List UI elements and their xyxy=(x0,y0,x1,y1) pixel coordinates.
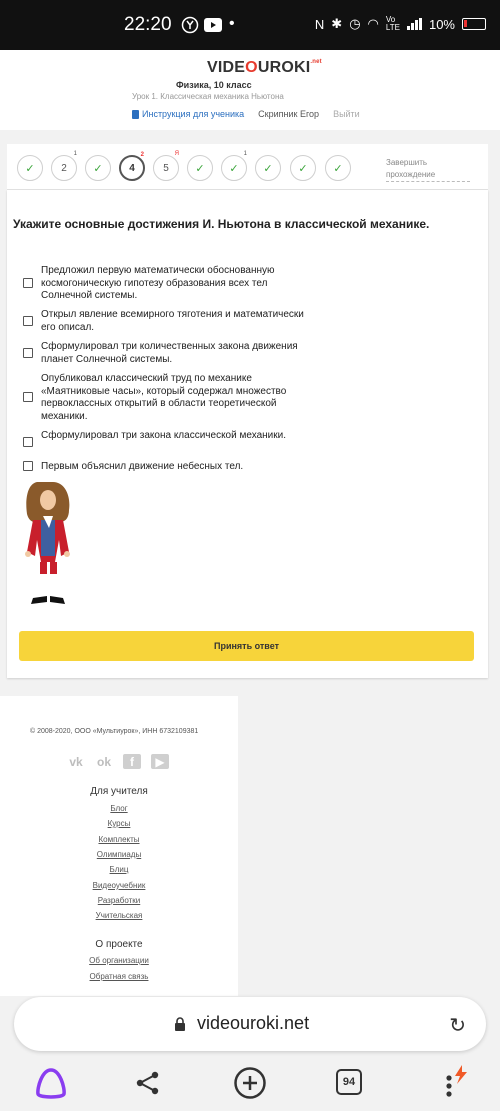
signal-icon xyxy=(407,18,422,30)
header-links xyxy=(132,109,360,119)
footer-link-blitz[interactable]: Блиц xyxy=(109,865,129,874)
logo-part-accent: O xyxy=(245,59,258,76)
step-badge: Я xyxy=(174,151,179,157)
battery-level: 10% xyxy=(428,16,455,32)
footer-link-videotextbook[interactable]: Видеоучебник xyxy=(92,881,146,890)
status-bar xyxy=(0,0,500,50)
reload-icon[interactable]: ↻ xyxy=(449,1015,466,1037)
answer-text: Первым объяснил движение небесных тел. xyxy=(41,461,244,472)
progress-step-1[interactable] xyxy=(17,155,43,181)
step-label: 2 xyxy=(61,162,67,174)
answer-text: Опубликовал классический труд по механике «Маятниковые часы», который содержал множество первоклассных открытий в области теоретической механики. xyxy=(41,373,287,422)
progress-step-4[interactable] xyxy=(119,152,145,181)
tabs-counter-button[interactable]: 94 xyxy=(336,1069,362,1095)
step-label: ✓ xyxy=(333,162,343,175)
step-label: ✓ xyxy=(298,162,308,175)
step-badge: 1 xyxy=(73,151,77,157)
answer-checkbox[interactable] xyxy=(23,461,33,471)
teachers-heading: Для учителя xyxy=(90,786,148,797)
progress-step-2[interactable] xyxy=(51,151,77,181)
status-icons xyxy=(315,16,486,32)
odnoklassniki-icon[interactable]: ok xyxy=(96,754,111,769)
menu-more-icon[interactable] xyxy=(440,1064,474,1100)
step-label: ✓ xyxy=(25,162,35,175)
browser-url-bar[interactable] xyxy=(14,997,486,1051)
progress-step-8[interactable] xyxy=(255,155,281,181)
site-header xyxy=(0,50,500,130)
new-tab-icon[interactable] xyxy=(233,1066,267,1100)
site-footer xyxy=(0,696,238,996)
answer-option-2[interactable] xyxy=(23,309,311,334)
about-heading: О проекте xyxy=(95,939,143,950)
accept-answer-button[interactable]: Принять ответ xyxy=(19,631,474,661)
url-text: videouroki.net xyxy=(197,1013,310,1033)
step-label: ✓ xyxy=(195,162,205,175)
step-label: ✓ xyxy=(93,162,103,175)
answer-option-6[interactable] xyxy=(23,461,311,474)
answer-option-3[interactable] xyxy=(23,341,311,366)
answer-text: Сформулировал три закона классической механики. xyxy=(41,430,286,441)
footer-link-olympiads[interactable]: Олимпиады xyxy=(96,850,142,859)
vk-icon[interactable]: vk xyxy=(69,754,83,769)
footer-link-about-org[interactable]: Об организации xyxy=(89,956,149,965)
question-title: Укажите основные достижения И. Ньютона в классической механике. xyxy=(13,217,430,231)
alice-assistant-icon[interactable] xyxy=(34,1066,68,1100)
browser-nav-bar xyxy=(0,1058,500,1111)
progress-step-9[interactable] xyxy=(290,155,316,181)
step-badge: 2 xyxy=(140,152,144,158)
status-time: 22:20 xyxy=(124,14,172,35)
notification-dot-icon: • xyxy=(229,15,235,32)
user-name[interactable]: Скрипник Егор xyxy=(258,109,320,119)
answer-text: Предложил первую математически обоснованную космогоническую гипотезу образования всех тел Солнечной системы. xyxy=(41,265,275,301)
newton-illustration xyxy=(19,480,79,610)
youtube-icon[interactable]: ▶ xyxy=(151,754,169,769)
footer-link-developments[interactable]: Разработки xyxy=(97,896,141,905)
question-progress xyxy=(7,144,488,190)
footer-link-teachers-room[interactable]: Учительская xyxy=(95,911,143,920)
footer-link-blog[interactable]: Блог xyxy=(110,804,128,813)
document-icon xyxy=(132,110,139,119)
footer-link-kits[interactable]: Комплекты xyxy=(98,835,140,844)
progress-step-7[interactable] xyxy=(221,151,247,181)
step-label: ✓ xyxy=(229,162,239,175)
answer-option-4[interactable] xyxy=(23,373,311,423)
course-title: Физика, 10 класс xyxy=(176,80,252,90)
logo-part: VIDE xyxy=(207,59,246,76)
exit-link[interactable]: Выйти xyxy=(333,109,360,119)
answer-checkbox[interactable] xyxy=(23,348,33,358)
step-badge: 1 xyxy=(243,151,247,157)
answer-checkbox[interactable] xyxy=(23,392,33,402)
finish-label: Завершить прохождение xyxy=(386,157,470,182)
lock-icon xyxy=(174,1017,186,1031)
youtube-icon xyxy=(204,18,222,32)
bluetooth-icon: ✱ xyxy=(331,16,343,31)
alarm-icon: ◷ xyxy=(349,16,361,31)
progress-step-10[interactable] xyxy=(325,155,351,181)
answer-checkbox[interactable] xyxy=(23,316,33,326)
share-icon[interactable] xyxy=(135,1070,161,1096)
logo-net: .net xyxy=(310,59,322,65)
logo-part: UROKI xyxy=(257,59,311,76)
instruction-link[interactable] xyxy=(132,109,244,119)
yandex-icon xyxy=(181,16,199,34)
answer-checkbox[interactable] xyxy=(23,437,33,447)
answer-text: Сформулировал три количественных закона движения планет Солнечной системы. xyxy=(41,341,298,365)
step-label: 4 xyxy=(129,162,135,174)
progress-step-5[interactable] xyxy=(153,151,179,181)
footer-link-courses[interactable]: Курсы xyxy=(107,819,131,828)
instruction-label: Инструкция для ученика xyxy=(142,109,245,119)
answer-text: Открыл явление всемирного тяготения и математически его описал. xyxy=(41,309,304,333)
wifi-icon: ◠ xyxy=(367,16,379,31)
answer-checkbox[interactable] xyxy=(23,278,33,288)
question-card xyxy=(7,190,488,678)
battery-icon xyxy=(462,18,486,30)
answer-option-1[interactable] xyxy=(23,265,311,303)
lesson-title: Урок 1. Классическая механика Ньютона xyxy=(132,92,284,101)
social-links xyxy=(67,754,169,769)
site-logo[interactable] xyxy=(207,59,322,77)
progress-step-3[interactable] xyxy=(85,155,111,181)
step-label: 5 xyxy=(163,162,169,174)
footer-link-feedback[interactable]: Обратная связь xyxy=(89,972,149,981)
step-label: ✓ xyxy=(263,162,273,175)
copyright: © 2008-2020, ООО «Мультиурок», ИНН 6732109381 xyxy=(30,728,199,735)
finish-test-link[interactable] xyxy=(386,157,470,182)
progress-step-6[interactable] xyxy=(187,155,213,181)
facebook-icon[interactable]: f xyxy=(123,754,141,769)
volte-icon: Vo LTE xyxy=(385,15,400,32)
answer-option-5[interactable] xyxy=(23,430,311,447)
nfc-icon: N xyxy=(314,16,325,32)
